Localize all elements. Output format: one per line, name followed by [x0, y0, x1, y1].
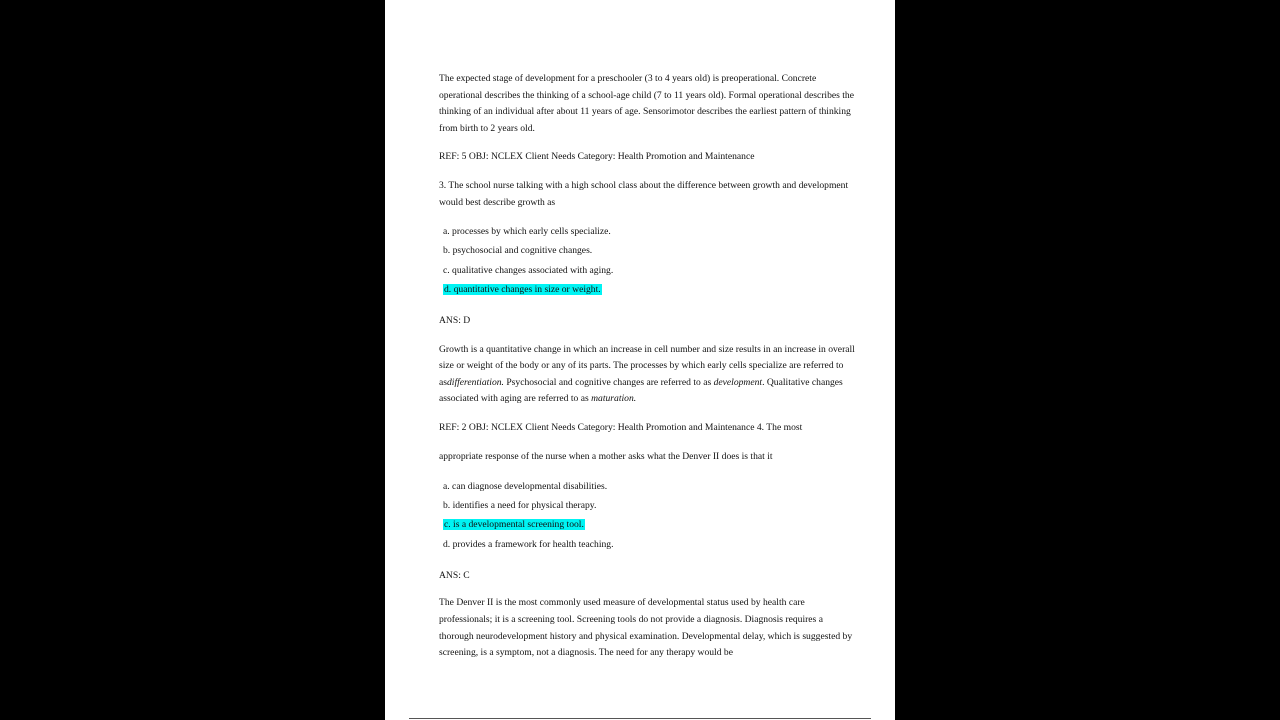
question-3-options	[439, 222, 859, 299]
q4-option-d: d. provides a framework for health teaching.	[443, 538, 614, 550]
q4-option-b: b. identifies a need for physical therapy.	[443, 500, 597, 512]
reference-line-q2: REF: 5 OBJ: NCLEX Client Needs Category: Health Promotion and Maintenance	[439, 151, 755, 163]
page-bottom-rule	[409, 718, 871, 719]
question-3-answer: ANS: D	[439, 314, 471, 326]
rationale-paragraph-q2: The expected stage of development for a preschooler (3 to 4 years old) is preoperational. Concrete operational describes the thinking of a school-age child (7 to 11 years old). Formal operational describes the thinking of an individual after about 11 years of age. Sensorimotor describes the earliest pattern of thinking from birth to 2 years old.	[439, 73, 854, 134]
question-4-rationale: The Denver II is the most commonly used measure of developmental status used by health care professionals; it is a screening tool. Screening tools do not provide a diagnosis. Diagnosis requires a thorough neurodevelopment history and physical examination. Developmental delay, which is suggested by screening, is a symptom, not a diagnosis. The need for any therapy would be	[439, 597, 853, 659]
q4-option-c	[443, 515, 859, 534]
document-page	[385, 0, 895, 720]
q3-option-b: b. psychosocial and cognitive changes.	[443, 245, 593, 257]
highlighted-answer: c. is a developmental screening tool.	[444, 519, 584, 531]
highlighted-answer: d. quantitative changes in size or weight.	[444, 283, 601, 295]
q4-option-a: a. can diagnose developmental disabilities.	[443, 481, 608, 493]
page-content	[439, 71, 859, 662]
question-4-answer: ANS: C	[439, 569, 470, 581]
q3-option-a: a. processes by which early cells specialize.	[443, 226, 611, 238]
q3-option-c: c. qualitative changes associated with aging.	[443, 264, 614, 276]
question-4-options	[439, 477, 859, 554]
reference-line-q3: REF: 2 OBJ: NCLEX Client Needs Category: Health Promotion and Maintenance 4. The most	[439, 421, 803, 433]
question-4-stem: appropriate response of the nurse when a mother asks what the Denver II does is that it	[439, 451, 773, 463]
question-3-stem: 3. The school nurse talking with a high school class about the difference between growth and development would best describe growth as	[439, 179, 849, 208]
question-3-rationale: Growth is a quantitative change in which an increase in cell number and size results in an increase in overall size or weight of the body or any of its parts. The processes by which early cells specialize are referred to asdifferentiation. Psychosocial and cognitive changes are referred to as development. Qualitative changes associated with aging are referred to as maturation.	[439, 343, 855, 405]
q3-option-d	[443, 280, 859, 299]
